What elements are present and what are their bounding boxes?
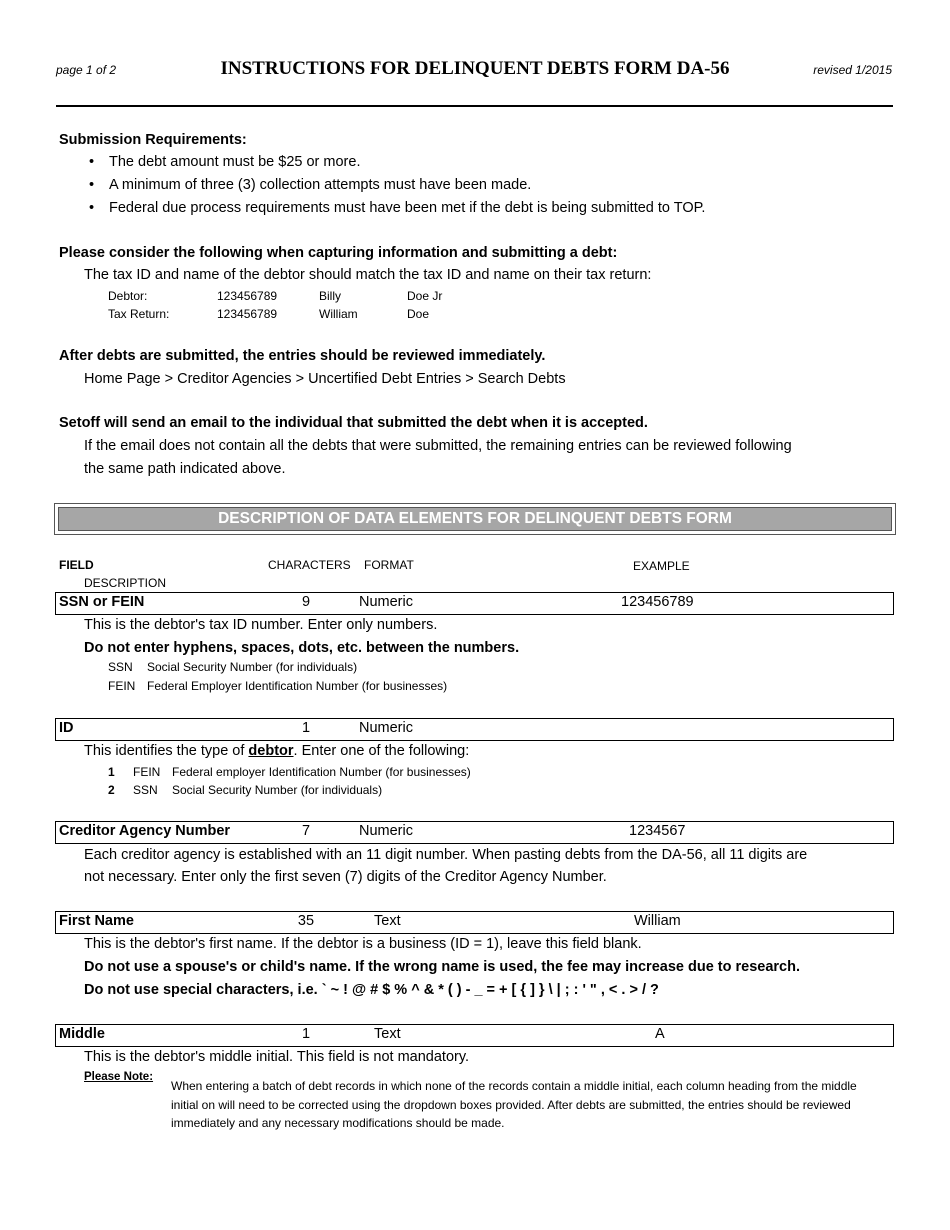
field-name: Middle — [59, 1026, 105, 1042]
field-characters: 7 — [301, 823, 311, 839]
field-example: 123456789 — [621, 594, 694, 610]
field-name: SSN or FEIN — [59, 594, 145, 610]
field-format: Text — [374, 913, 401, 929]
column-header-example: EXAMPLE — [633, 559, 690, 573]
ssn-code-description: Social Security Number (for individuals) — [147, 660, 358, 674]
creditor-description-line1: Each creditor agency is established with an 11 digit number. When pasting debts from the DA-56, all 11 digits are — [84, 847, 808, 863]
field-row-middle — [55, 1024, 894, 1047]
section-banner-title: DESCRIPTION OF DATA ELEMENTS FOR DELINQUENT DEBTS FORM — [58, 507, 892, 531]
field-example: A — [655, 1026, 665, 1042]
creditor-description-line2: not necessary. Enter only the first seven (7) digits of the Creditor Agency Number. — [84, 869, 607, 885]
field-name: ID — [59, 720, 74, 736]
id-description: This identifies the type of debtor. Enter one of the following: — [84, 743, 470, 759]
revision-date: revised 1/2015 — [813, 63, 892, 77]
consider-heading: Please consider the following when capturing information and submitting a debt: — [59, 245, 618, 261]
debtor-last-name: Doe Jr — [407, 289, 443, 303]
debtor-keyword: debtor — [248, 743, 294, 759]
field-format: Numeric — [359, 720, 413, 736]
id-code-number: 1 — [108, 765, 115, 779]
setoff-text-line2: the same path indicated above. — [84, 461, 286, 477]
field-characters: 1 — [301, 720, 311, 736]
page-title: INSTRUCTIONS FOR DELINQUENT DEBTS FORM DA-56 — [220, 58, 730, 79]
field-example: 1234567 — [629, 823, 686, 839]
id-code-type: FEIN — [133, 765, 161, 779]
consider-text: The tax ID and name of the debtor should match the tax ID and name on their tax return: — [84, 267, 652, 283]
submission-bullet: • Federal due process requirements must have been met if the debt is being submitted to TOP. — [109, 200, 705, 216]
field-format: Numeric — [359, 823, 413, 839]
field-characters: 1 — [301, 1026, 311, 1042]
debtor-tax-id: 123456789 — [217, 289, 278, 303]
middle-description: This is the debtor's middle initial. This field is not mandatory. — [84, 1049, 470, 1065]
field-row-first-name — [55, 911, 894, 934]
header-divider — [56, 105, 893, 107]
field-name: First Name — [59, 913, 134, 929]
id-code-description: Social Security Number (for individuals) — [172, 783, 383, 797]
navigation-path: Home Page > Creditor Agencies > Uncertified Debt Entries > Search Debts — [84, 371, 566, 387]
field-characters: 9 — [301, 594, 311, 610]
field-row-ssn — [55, 592, 894, 615]
field-example: William — [634, 913, 681, 929]
setoff-text-line1: If the email does not contain all the debts that were submitted, the remaining entries can be reviewed following — [84, 438, 792, 454]
please-note-text: When entering a batch of debt records in which none of the records contain a middle initial, each column heading from the middle initial on will need to be corrected using the dropdown boxes provided. After debts are submitted, the entries should be reviewed immediately and any necessary modifications should be made. — [171, 1079, 857, 1130]
field-format: Numeric — [359, 594, 413, 610]
field-row-id — [55, 718, 894, 741]
submission-bullet: • A minimum of three (3) collection attempts must have been made. — [109, 177, 531, 193]
field-row-creditor-agency — [55, 821, 894, 844]
ssn-description: This is the debtor's tax ID number. Enter only numbers. — [84, 617, 438, 633]
page-number: page 1 of 2 — [56, 63, 117, 77]
taxreturn-tax-id: 123456789 — [217, 307, 278, 321]
fein-code: FEIN — [108, 679, 136, 693]
submission-bullet: • The debt amount must be $25 or more. — [109, 154, 360, 170]
review-heading: After debts are submitted, the entries should be reviewed immediately. — [59, 348, 546, 364]
fein-code-description: Federal Employer Identification Number (for businesses) — [147, 679, 448, 693]
taxreturn-first-name: William — [319, 307, 358, 321]
debtor-label: Debtor: — [108, 289, 148, 303]
debtor-first-name: Billy — [319, 289, 342, 303]
column-header-characters: CHARACTERS — [268, 558, 351, 572]
column-header-field: FIELD — [59, 558, 94, 572]
column-header-format: FORMAT — [364, 558, 414, 572]
ssn-code: SSN — [108, 660, 133, 674]
id-code-type: SSN — [133, 783, 158, 797]
taxreturn-last-name: Doe — [407, 307, 430, 321]
id-code-number: 2 — [108, 783, 115, 797]
setoff-heading: Setoff will send an email to the individual that submitted the debt when it is accepted. — [59, 415, 648, 431]
section-banner — [54, 503, 896, 535]
please-note-label: Please Note: — [84, 1071, 154, 1083]
id-code-description: Federal employer Identification Number (for businesses) — [172, 765, 471, 779]
special-characters-warning: Do not use special characters, i.e. ` ~ ! @ # $ % ^ & * ( ) - _ = + [ { ] } \ | ; : ' " , < . > / ? — [84, 982, 659, 998]
field-format: Text — [374, 1026, 401, 1042]
field-name: Creditor Agency Number — [59, 823, 231, 839]
ssn-warning: Do not enter hyphens, spaces, dots, etc. between the numbers. — [84, 640, 520, 656]
first-name-warning: Do not use a spouse's or child's name. If the wrong name is used, the fee may increase due to research. — [84, 959, 801, 975]
first-name-description: This is the debtor's first name. If the debtor is a business (ID = 1), leave this field blank. — [84, 936, 642, 952]
taxreturn-label: Tax Return: — [108, 307, 170, 321]
submission-heading: Submission Requirements: — [59, 132, 247, 148]
column-header-description: DESCRIPTION — [84, 576, 167, 590]
field-characters: 35 — [297, 913, 315, 929]
